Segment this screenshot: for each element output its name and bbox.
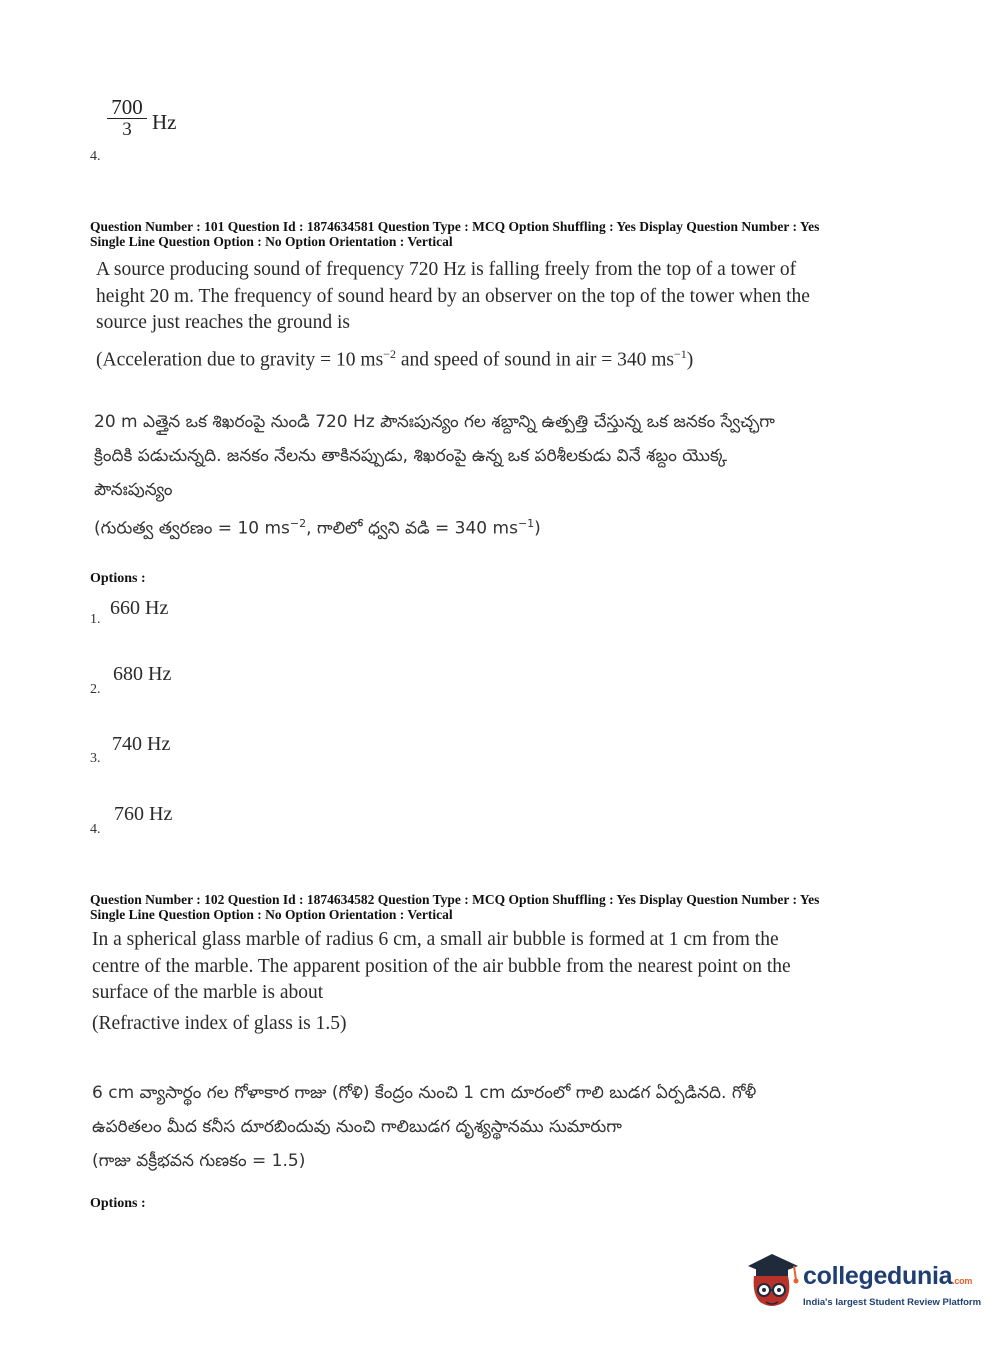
brand-suffix: .com: [952, 1276, 973, 1286]
option-unit: Hz: [152, 110, 177, 134]
question-line: పౌనఃపున్యం: [94, 480, 173, 500]
options-label: Options :: [90, 1196, 146, 1211]
option-text: 680 Hz: [113, 663, 172, 685]
option-index: 4.: [90, 822, 101, 837]
option-text: 760 Hz: [114, 803, 173, 825]
note-exponent: −2: [289, 517, 307, 530]
question-line: 20 m ఎత్తైన ఒక శిఖరంపై నుండి 720 Hz పౌనఃపున్యం గల శబ్దాన్ని ఉత్పత్తి చేస్తున్న ఒక జనకం స్వేచ్ఛగా: [94, 412, 775, 432]
question-note: (Refractive index of glass is 1.5): [92, 1012, 347, 1034]
note-part: and speed of sound in air = 340 ms: [395, 349, 674, 370]
option-index: 4.: [90, 149, 101, 164]
note-part: (Acceleration due to gravity = 10 ms: [96, 349, 384, 370]
fraction-denominator: 3: [122, 119, 132, 140]
question-line: క్రిందికి పడుచున్నది. జనకం నేలను తాకినప్పుడు, శిఖరంపై ఉన్న ఒక పరిశీలకుడు వినే శబ్దం యొక్క: [94, 446, 728, 466]
brand-tagline: India's largest Student Review Platform: [803, 1297, 982, 1308]
meta-line: Question Number : 102 Question Id : 1874634582 Question Type : MCQ Option Shuffling : Yes Display Question Number : Yes: [90, 892, 820, 907]
question-note: [94, 507, 894, 546]
meta-line: Question Number : 101 Question Id : 1874634581 Question Type : MCQ Option Shuffling : Yes Display Question Number : Yes: [90, 219, 820, 234]
graduate-mascot-icon: [742, 1250, 800, 1312]
options-label: Options :: [90, 571, 146, 586]
note-part: ): [686, 349, 694, 370]
brand-name-text: collegedunia: [803, 1262, 953, 1290]
question-line: 6 cm వ్యాసార్థం గల గోళాకార గాజు (గోళి) కేంద్రం నుంచి 1 cm దూరంలో గాలి బుడగ ఏర్పడినది. గోళీ: [92, 1083, 757, 1103]
question-text-telugu: [94, 405, 894, 546]
question-text-telugu: [92, 1076, 892, 1178]
note-exponent: −1: [517, 517, 535, 530]
question-line: centre of the marble. The apparent position of the air bubble from the nearest point on the: [92, 955, 791, 977]
option-index: 2.: [90, 682, 101, 697]
question-note: (గాజు వక్రీభవన గుణకం = 1.5): [92, 1151, 306, 1171]
question-note: [96, 341, 886, 374]
option-index: 3.: [90, 751, 101, 766]
option-text: 660 Hz: [110, 597, 169, 619]
question-line: surface of the marble is about: [92, 982, 324, 1003]
question-line: height 20 m. The frequency of sound heard by an observer on the top of the tower when the: [96, 285, 810, 307]
fraction: [107, 96, 147, 141]
question-text-english: [92, 927, 882, 1037]
question-line: source just reaches the ground is: [96, 312, 350, 333]
question-line: A source producing sound of frequency 720 Hz is falling freely from the top of a tower of: [96, 259, 797, 280]
note-part: , గాలిలో ధ్వని వడి = 340 ms: [306, 518, 518, 539]
note-exponent: −1: [673, 346, 687, 361]
question-meta: [90, 892, 940, 922]
meta-line: Single Line Question Option : No Option Orientation : Vertical: [90, 234, 453, 249]
question-meta: [90, 219, 940, 249]
question-text-english: [96, 257, 886, 374]
note-part: (గురుత్వ త్వరణం = 10 ms: [94, 518, 290, 539]
note-exponent: −2: [383, 346, 396, 361]
fraction-numerator: 700: [107, 96, 147, 119]
note-part: ): [534, 518, 541, 539]
brand-name: [803, 1262, 972, 1291]
question-line: ఉపరితలం మీద కనీస దూరబిందువు నుంచి గాలిబుడగ దృశ్యస్థానము సుమారుగా: [92, 1117, 622, 1137]
option-text: 740 Hz: [112, 733, 171, 755]
question-line: In a spherical glass marble of radius 6 cm, a small air bubble is formed at 1 cm from the: [92, 929, 779, 950]
meta-line: Single Line Question Option : No Option Orientation : Vertical: [90, 907, 453, 922]
option-index: 1.: [90, 612, 101, 627]
